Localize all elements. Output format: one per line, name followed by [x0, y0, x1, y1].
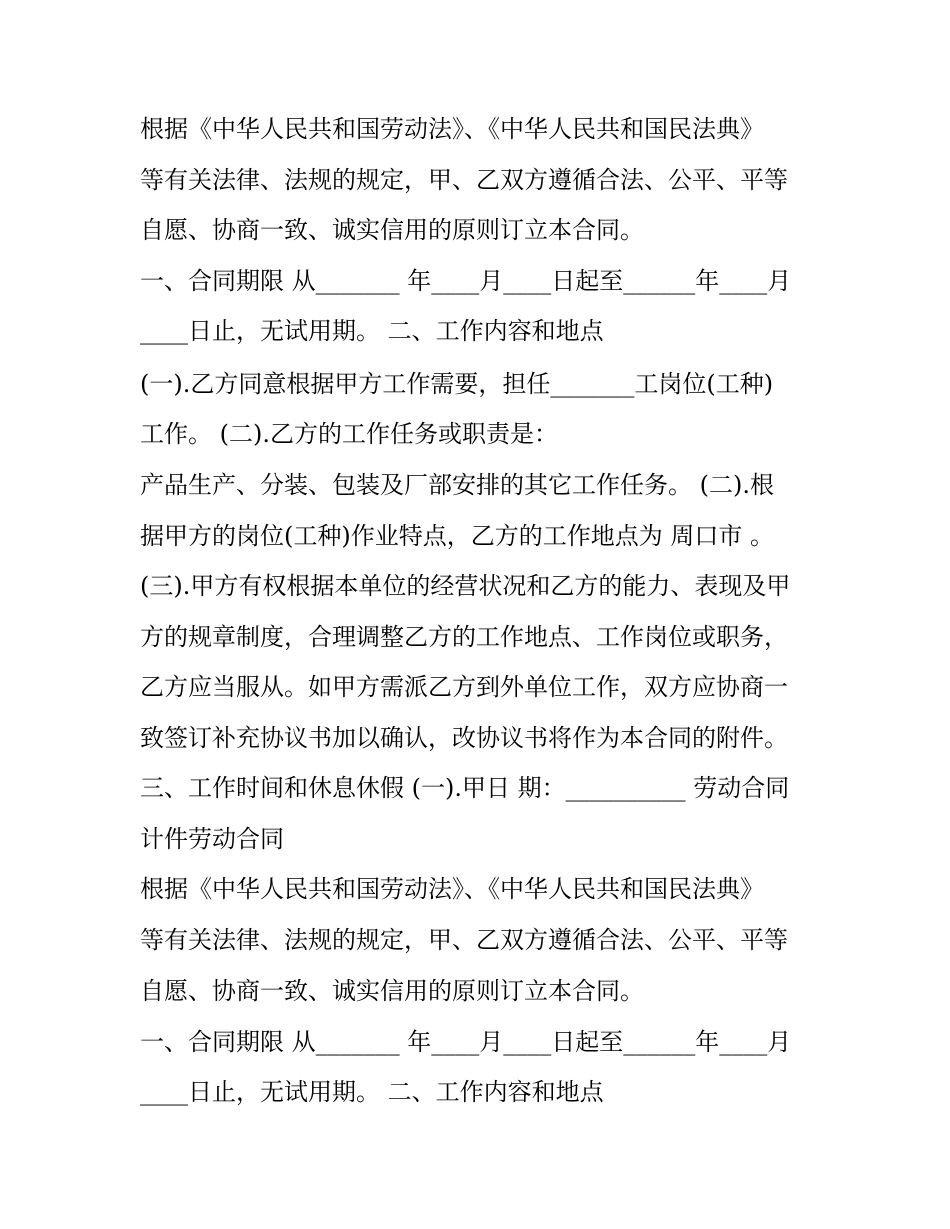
- text-line: 一、合同期限 从_______ 年____月____日起至______年____月: [140, 267, 792, 295]
- text-line: (一).乙方同意根据甲方工作需要，担任_______工岗位(工种): [140, 370, 774, 398]
- text-line: 三、工作时间和休息休假 (一).甲日 期：__________ 劳动合同: [140, 774, 790, 802]
- text-line: 自愿、协商一致、诚实信用的原则订立本合同。: [140, 216, 644, 244]
- text-line: 根据《中华人民共和国劳动法》、《中华人民共和国民法典》: [140, 115, 764, 143]
- text-line: 等有关法律、法规的规定，甲、乙双方遵循合法、公平、平等: [140, 926, 788, 954]
- text-line: 据甲方的岗位(工种)作业特点，乙方的工作地点为 周口市 。: [140, 522, 774, 550]
- text-line: 产品生产、分装、包装及厂部安排的其它工作任务。 (二).根: [140, 471, 774, 499]
- text-line: 自愿、协商一致、诚实信用的原则订立本合同。: [140, 977, 644, 1005]
- text-line: 等有关法律、法规的规定，甲、乙双方遵循合法、公平、平等: [140, 166, 788, 194]
- text-line: ____日止，无试用期。 二、工作内容和地点: [140, 317, 604, 345]
- text-line: 致签订补充协议书加以确认，改协议书将作为本合同的附件。: [140, 724, 788, 752]
- text-line: (三).甲方有权根据本单位的经营状况和乙方的能力、表现及甲: [140, 572, 791, 600]
- text-line: 乙方应当服从。如甲方需派乙方到外单位工作，双方应协商一: [140, 673, 788, 701]
- text-line: ____日止，无试用期。 二、工作内容和地点: [140, 1078, 604, 1106]
- text-line: 工作。 (二).乙方的工作任务或职责是：: [140, 420, 558, 448]
- text-line: 一、合同期限 从_______ 年____月____日起至______年____月: [140, 1028, 792, 1056]
- text-line: 方的规章制度，合理调整乙方的工作地点、工作岗位或职务，: [140, 623, 788, 651]
- text-line: 计件劳动合同: [140, 825, 284, 853]
- text-line: 根据《中华人民共和国劳动法》、《中华人民共和国民法典》: [140, 875, 764, 903]
